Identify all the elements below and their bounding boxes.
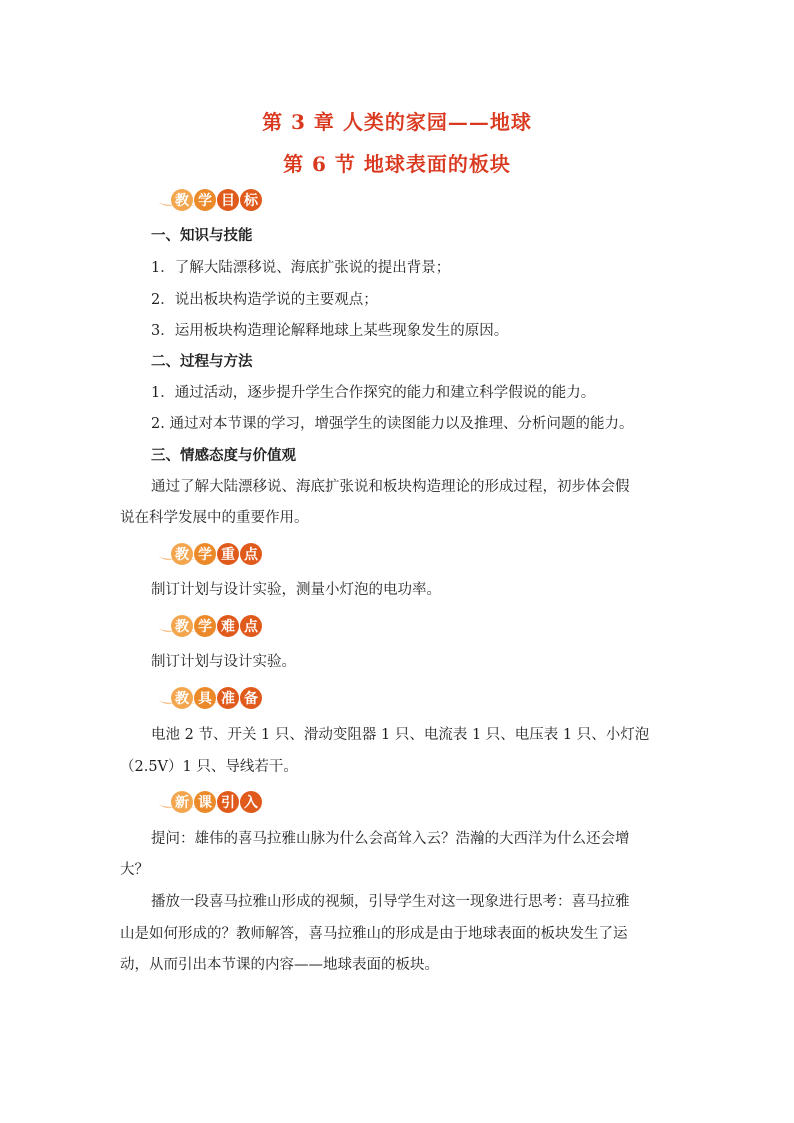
badge-char: 课 — [194, 791, 216, 813]
badge-char: 教 — [171, 189, 193, 211]
heading-knowledge: 一、知识与技能 — [151, 227, 253, 244]
intro-line: 大？ — [120, 862, 149, 878]
badge-char: 准 — [217, 687, 239, 709]
materials-line: 电池 2 节、开关 1 只、滑动变阻器 1 只、电流表 1 只、电压表 1 只、小灯泡 — [151, 727, 650, 743]
objective-item: 1．通过活动，逐步提升学生合作探究的能力和建立科学假说的能力。 — [151, 385, 596, 401]
badge-char: 入 — [240, 791, 262, 813]
badge-char: 学 — [194, 189, 216, 211]
badge-objectives — [156, 188, 262, 212]
objective-item: 2．说出板块构造学说的主要观点； — [151, 292, 378, 308]
badge-char: 教 — [171, 687, 193, 709]
section-title: 第 6 节 地球表面的板块 — [283, 152, 511, 176]
paragraph-line: 说在科学发展中的重要作用。 — [120, 510, 309, 526]
heading-attitude: 三、情感态度与价值观 — [151, 447, 296, 464]
key-point-text: 制订计划与设计实验，测量小灯泡的电功率。 — [151, 582, 441, 598]
intro-line: 动，从而引出本节课的内容——地球表面的板块。 — [120, 957, 439, 973]
badge-char: 备 — [240, 687, 262, 709]
intro-line: 山是如何形成的？教师解答，喜马拉雅山的形成是由于地球表面的板块发生了运 — [120, 926, 628, 942]
badge-intro — [156, 790, 262, 814]
paragraph-line: 通过了解大陆漂移说、海底扩张说和板块构造理论的形成过程，初步体会假 — [151, 479, 630, 495]
intro-line: 播放一段喜马拉雅山形成的视频，引导学生对这一现象进行思考：喜马拉雅 — [151, 894, 630, 910]
badge-char: 教 — [171, 543, 193, 565]
badge-key-points — [156, 542, 262, 566]
difficulty-text: 制订计划与设计实验。 — [151, 654, 296, 670]
badge-materials — [156, 686, 262, 710]
badge-difficulties — [156, 614, 262, 638]
badge-char: 难 — [217, 615, 239, 637]
badge-char: 学 — [194, 543, 216, 565]
objective-item: 2. 通过对本节课的学习，增强学生的读图能力以及推理、分析问题的能力。 — [151, 416, 634, 432]
badge-char: 点 — [240, 543, 262, 565]
objective-item: 1．了解大陆漂移说、海底扩张说的提出背景； — [151, 260, 451, 276]
badge-char: 教 — [171, 615, 193, 637]
badge-char: 标 — [240, 189, 262, 211]
materials-line: （2.5V）1 只、导线若干。 — [120, 759, 298, 775]
intro-line: 提问：雄伟的喜马拉雅山脉为什么会高耸入云？浩瀚的大西洋为什么还会增 — [151, 831, 630, 847]
heading-process: 二、过程与方法 — [151, 353, 253, 370]
chapter-title: 第 3 章 人类的家园——地球 — [262, 110, 532, 134]
badge-char: 具 — [194, 687, 216, 709]
badge-char: 目 — [217, 189, 239, 211]
badge-char: 学 — [194, 615, 216, 637]
objective-item: 3．运用板块构造理论解释地球上某些现象发生的原因。 — [151, 323, 509, 339]
badge-char: 重 — [217, 543, 239, 565]
badge-char: 引 — [217, 791, 239, 813]
badge-char: 点 — [240, 615, 262, 637]
badge-char: 新 — [171, 791, 193, 813]
